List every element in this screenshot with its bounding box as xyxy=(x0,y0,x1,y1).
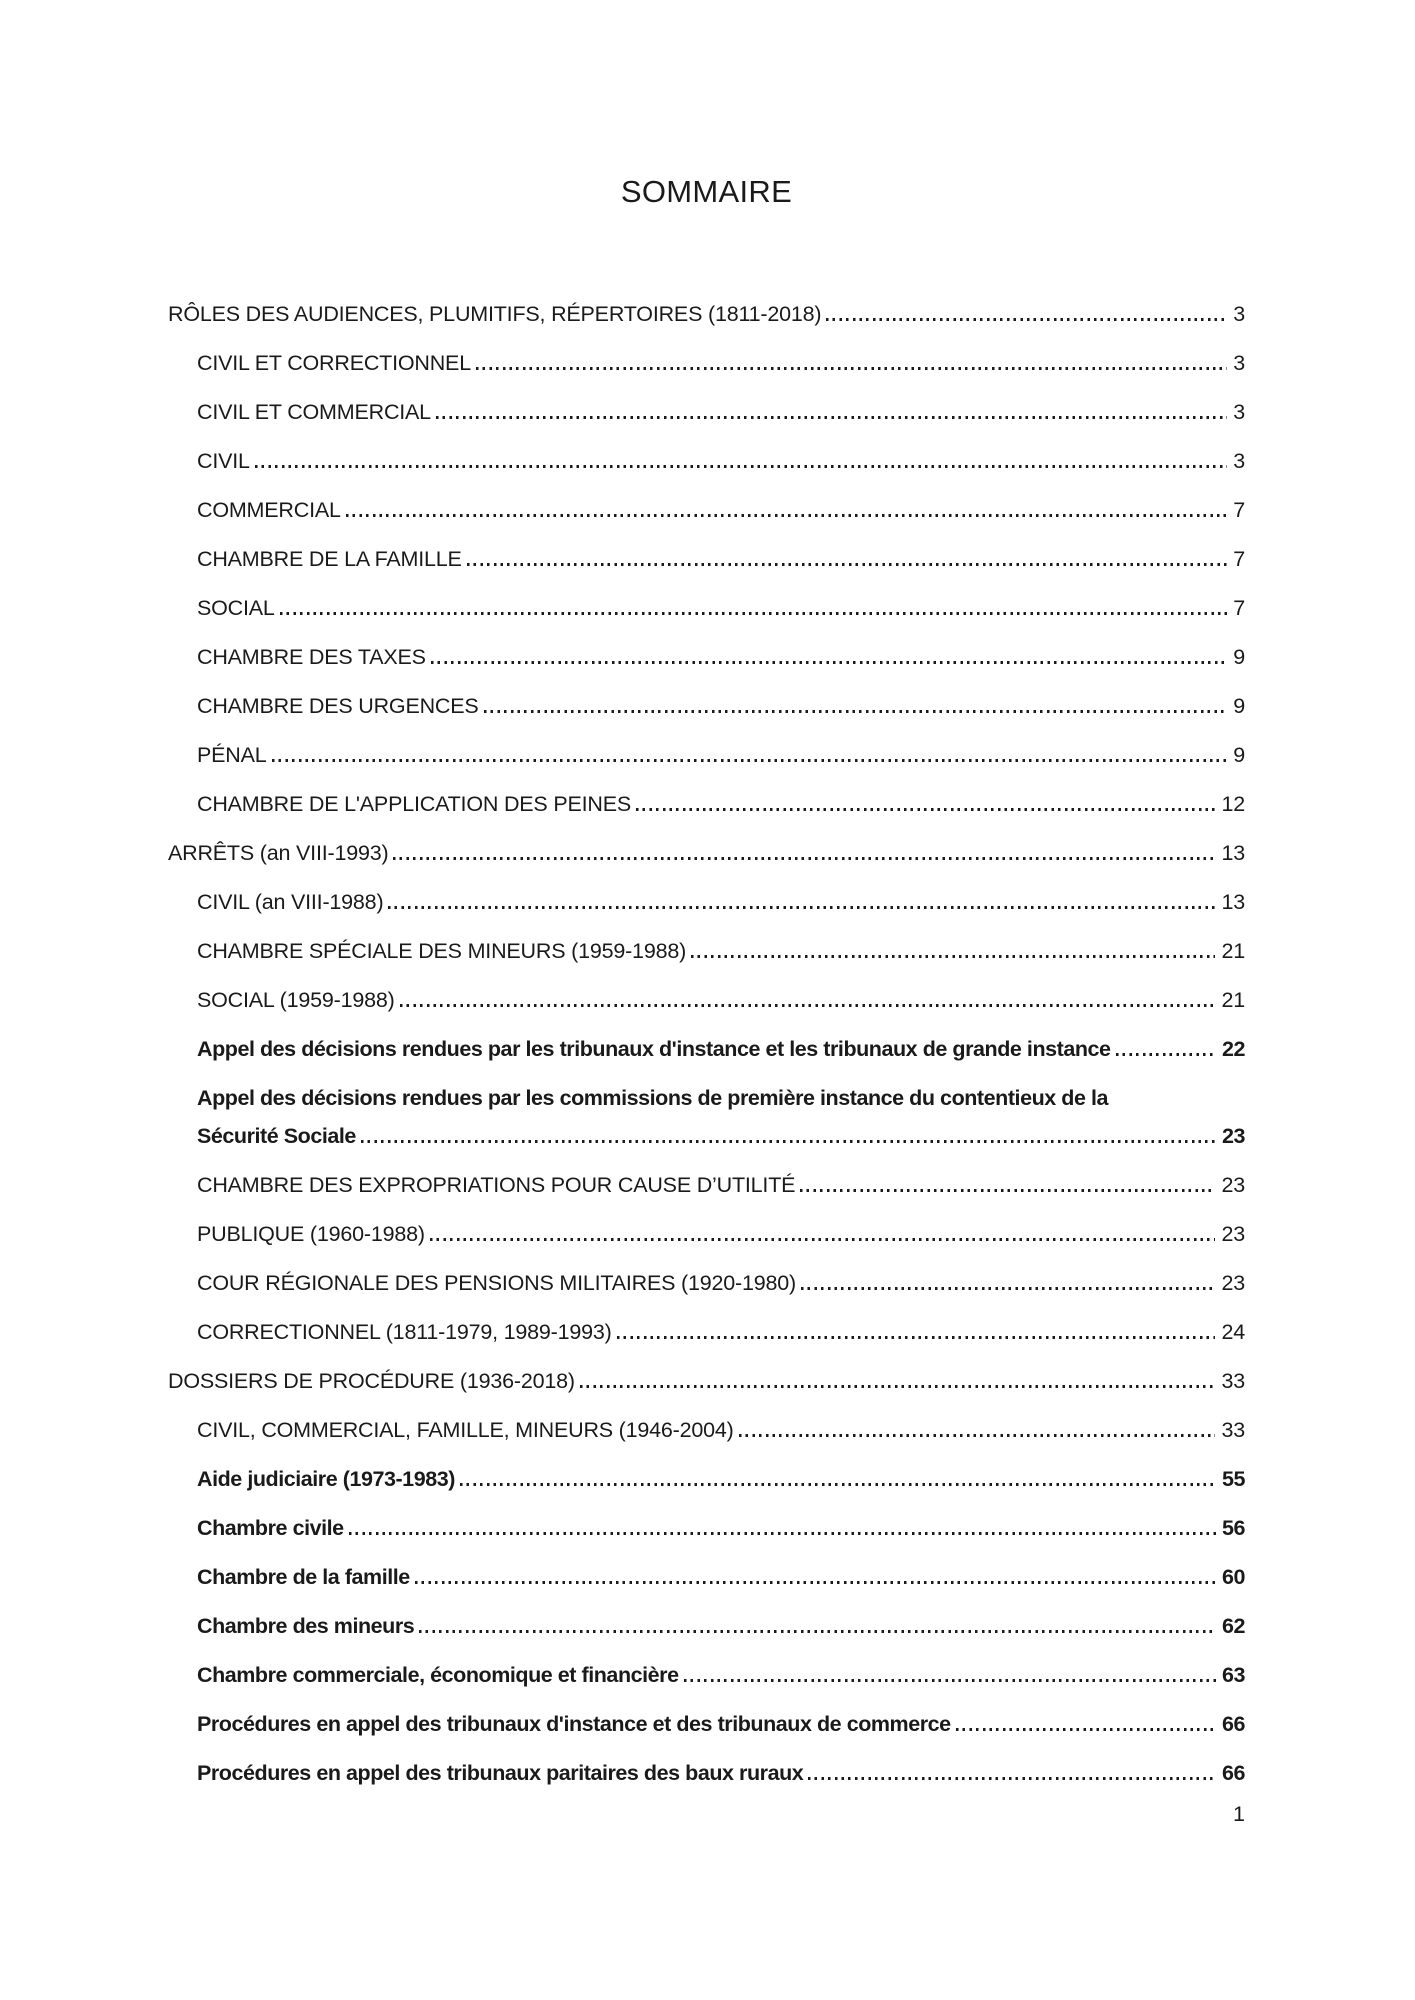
toc-entry-label: Appel des décisions rendues par les commissions de première instance du contentieux de la xyxy=(197,1086,1109,1110)
toc-entry-page-number: 60 xyxy=(1221,1565,1245,1589)
toc-entry[interactable] xyxy=(168,1035,1245,1063)
toc-dot-leader xyxy=(400,1004,1216,1007)
toc-entry[interactable] xyxy=(168,594,1245,622)
toc-entry-page-number: 66 xyxy=(1221,1761,1245,1785)
toc-entry-label: COUR RÉGIONALE DES PENSIONS MILITAIRES (1920-1980) xyxy=(197,1271,796,1295)
toc-entry-label: CORRECTIONNEL (1811-1979, 1989-1993) xyxy=(197,1320,612,1344)
toc-dot-leader xyxy=(415,1581,1216,1584)
toc-dot-leader xyxy=(361,1140,1216,1143)
toc-dot-leader xyxy=(430,1238,1216,1241)
toc-entry-label: CIVIL (an VIII-1988) xyxy=(197,890,384,914)
toc-entry[interactable] xyxy=(168,1465,1245,1493)
toc-entry-page-number: 9 xyxy=(1233,743,1245,767)
toc-entry[interactable] xyxy=(168,1122,1245,1150)
footer-page-number: 1 xyxy=(1233,1802,1245,1826)
toc-entry[interactable] xyxy=(168,1661,1245,1689)
toc-entry-label: Chambre civile xyxy=(197,1516,344,1540)
toc-entry[interactable] xyxy=(168,1710,1245,1738)
toc-entry[interactable] xyxy=(168,1367,1245,1395)
toc-dot-leader xyxy=(436,416,1227,419)
toc-dot-leader xyxy=(349,1532,1216,1535)
toc-dot-leader xyxy=(800,1189,1215,1192)
toc-entry-label: Chambre des mineurs xyxy=(197,1614,415,1638)
toc-entry-label: Appel des décisions rendues par les tribunaux d'instance et les tribunaux de grande instance xyxy=(197,1037,1111,1061)
toc-entry-label: CHAMBRE DE L'APPLICATION DES PEINES xyxy=(197,792,631,816)
toc-entry[interactable] xyxy=(168,349,1245,377)
toc-entry[interactable] xyxy=(168,1269,1245,1297)
toc-dot-leader xyxy=(393,857,1215,860)
toc-entry-page-number: 33 xyxy=(1221,1369,1245,1393)
toc-entry-page-number: 9 xyxy=(1233,694,1245,718)
toc-entry-label: COMMERCIAL xyxy=(197,498,341,522)
toc-entry-label: CIVIL ET COMMERCIAL xyxy=(197,400,431,424)
table-of-contents xyxy=(168,300,1245,1787)
toc-entry-page-number: 21 xyxy=(1221,939,1245,963)
toc-entry-page-number: 23 xyxy=(1221,1173,1245,1197)
toc-entry-label: SOCIAL xyxy=(197,596,275,620)
toc-entry-label: Chambre commerciale, économique et financière xyxy=(197,1663,679,1687)
toc-entry[interactable] xyxy=(168,1416,1245,1444)
toc-entry-label: PUBLIQUE (1960-1988) xyxy=(197,1222,425,1246)
toc-dot-leader xyxy=(826,318,1227,321)
toc-entry-label: RÔLES DES AUDIENCES, PLUMITIFS, RÉPERTOIRES (1811-2018) xyxy=(168,302,822,326)
toc-dot-leader xyxy=(419,1630,1216,1633)
toc-entry-page-number: 3 xyxy=(1233,351,1245,375)
toc-dot-leader xyxy=(801,1287,1216,1290)
toc-dot-leader xyxy=(460,1483,1216,1486)
toc-entry-page-number: 22 xyxy=(1221,1037,1245,1061)
toc-entry-label: PÉNAL xyxy=(197,743,267,767)
toc-entry-page-number: 55 xyxy=(1221,1467,1245,1491)
toc-entry[interactable] xyxy=(168,300,1245,328)
toc-entry[interactable] xyxy=(168,741,1245,769)
toc-entry-label: Procédures en appel des tribunaux paritaires des baux ruraux xyxy=(197,1761,804,1785)
toc-entry-page-number: 66 xyxy=(1221,1712,1245,1736)
toc-entry-label: CHAMBRE DES URGENCES xyxy=(197,694,479,718)
toc-entry-page-number: 13 xyxy=(1221,890,1245,914)
toc-dot-leader xyxy=(272,759,1228,762)
toc-entry-label: DOSSIERS DE PROCÉDURE (1936-2018) xyxy=(168,1369,575,1393)
toc-entry-label: CHAMBRE DES TAXES xyxy=(197,645,426,669)
toc-entry-label: CHAMBRE DE LA FAMILLE xyxy=(197,547,462,571)
toc-entry[interactable] xyxy=(168,692,1245,720)
toc-entry-page-number: 7 xyxy=(1233,498,1245,522)
toc-entry-label: Procédures en appel des tribunaux d'instance et des tribunaux de commerce xyxy=(197,1712,951,1736)
toc-entry-page-number: 23 xyxy=(1221,1124,1245,1148)
toc-entry-page-number: 7 xyxy=(1233,547,1245,571)
toc-entry-page-number: 3 xyxy=(1233,302,1245,326)
toc-dot-leader xyxy=(808,1777,1216,1780)
toc-entry[interactable] xyxy=(168,986,1245,1014)
toc-dot-leader xyxy=(684,1679,1216,1682)
toc-entry-label: Chambre de la famille xyxy=(197,1565,410,1589)
toc-entry[interactable] xyxy=(168,1318,1245,1346)
toc-entry[interactable] xyxy=(168,1220,1245,1248)
toc-entry[interactable] xyxy=(168,643,1245,671)
toc-dot-leader xyxy=(346,514,1228,517)
toc-dot-leader xyxy=(956,1728,1216,1731)
toc-entry-page-number: 21 xyxy=(1221,988,1245,1012)
toc-entry[interactable] xyxy=(168,839,1245,867)
toc-entry-label: SOCIAL (1959-1988) xyxy=(197,988,395,1012)
toc-entry[interactable] xyxy=(168,1759,1245,1787)
toc-dot-leader xyxy=(636,808,1216,811)
toc-entry-label: CIVIL, COMMERCIAL, FAMILLE, MINEURS (1946-2004) xyxy=(197,1418,734,1442)
toc-entry[interactable] xyxy=(168,888,1245,916)
toc-entry-page-number: 63 xyxy=(1221,1663,1245,1687)
toc-entry-label: CHAMBRE DES EXPROPRIATIONS POUR CAUSE D’UTILITÉ xyxy=(197,1173,796,1197)
toc-entry[interactable] xyxy=(168,1171,1245,1199)
toc-entry[interactable] xyxy=(168,545,1245,573)
toc-dot-leader xyxy=(255,465,1227,468)
toc-dot-leader xyxy=(1116,1053,1216,1056)
toc-entry-label: CHAMBRE SPÉCIALE DES MINEURS (1959-1988) xyxy=(197,939,687,963)
toc-entry-page-number: 23 xyxy=(1221,1222,1245,1246)
toc-dot-leader xyxy=(580,1385,1216,1388)
toc-entry-page-number: 7 xyxy=(1233,596,1245,620)
toc-entry[interactable] xyxy=(168,790,1245,818)
toc-entry-page-number: 33 xyxy=(1221,1418,1245,1442)
toc-dot-leader xyxy=(431,661,1227,664)
toc-entry-page-number: 24 xyxy=(1221,1320,1245,1344)
toc-entry-page-number: 62 xyxy=(1221,1614,1245,1638)
toc-entry-page-number: 3 xyxy=(1233,400,1245,424)
toc-dot-leader xyxy=(388,906,1215,909)
toc-entry-label: ARRÊTS (an VIII-1993) xyxy=(168,841,389,865)
toc-entry[interactable] xyxy=(168,398,1245,426)
toc-dot-leader xyxy=(739,1434,1216,1437)
toc-entry-page-number: 3 xyxy=(1233,449,1245,473)
toc-entry[interactable] xyxy=(168,1514,1245,1542)
toc-entry-page-number: 23 xyxy=(1221,1271,1245,1295)
toc-entry-label: CIVIL ET CORRECTIONNEL xyxy=(197,351,471,375)
toc-entry-label: CIVIL xyxy=(197,449,250,473)
toc-entry-page-number: 13 xyxy=(1221,841,1245,865)
toc-entry[interactable] xyxy=(168,1084,1245,1112)
toc-entry-page-number: 56 xyxy=(1221,1516,1245,1540)
toc-dot-leader xyxy=(467,563,1228,566)
toc-dot-leader xyxy=(476,367,1227,370)
toc-entry[interactable] xyxy=(168,1612,1245,1640)
page-title: SOMMAIRE xyxy=(620,174,793,209)
toc-dot-leader xyxy=(280,612,1228,615)
toc-dot-leader xyxy=(617,1336,1216,1339)
toc-entry-label: Sécurité Sociale xyxy=(197,1124,356,1148)
toc-dot-leader xyxy=(691,955,1215,958)
toc-entry-label: Aide judiciaire (1973-1983) xyxy=(197,1467,455,1491)
toc-dot-leader xyxy=(484,710,1228,713)
toc-entry-page-number: 12 xyxy=(1221,792,1245,816)
toc-entry[interactable] xyxy=(168,447,1245,475)
toc-entry-page-number: 9 xyxy=(1233,645,1245,669)
toc-entry[interactable] xyxy=(168,937,1245,965)
toc-entry[interactable] xyxy=(168,496,1245,524)
toc-entry[interactable] xyxy=(168,1563,1245,1591)
